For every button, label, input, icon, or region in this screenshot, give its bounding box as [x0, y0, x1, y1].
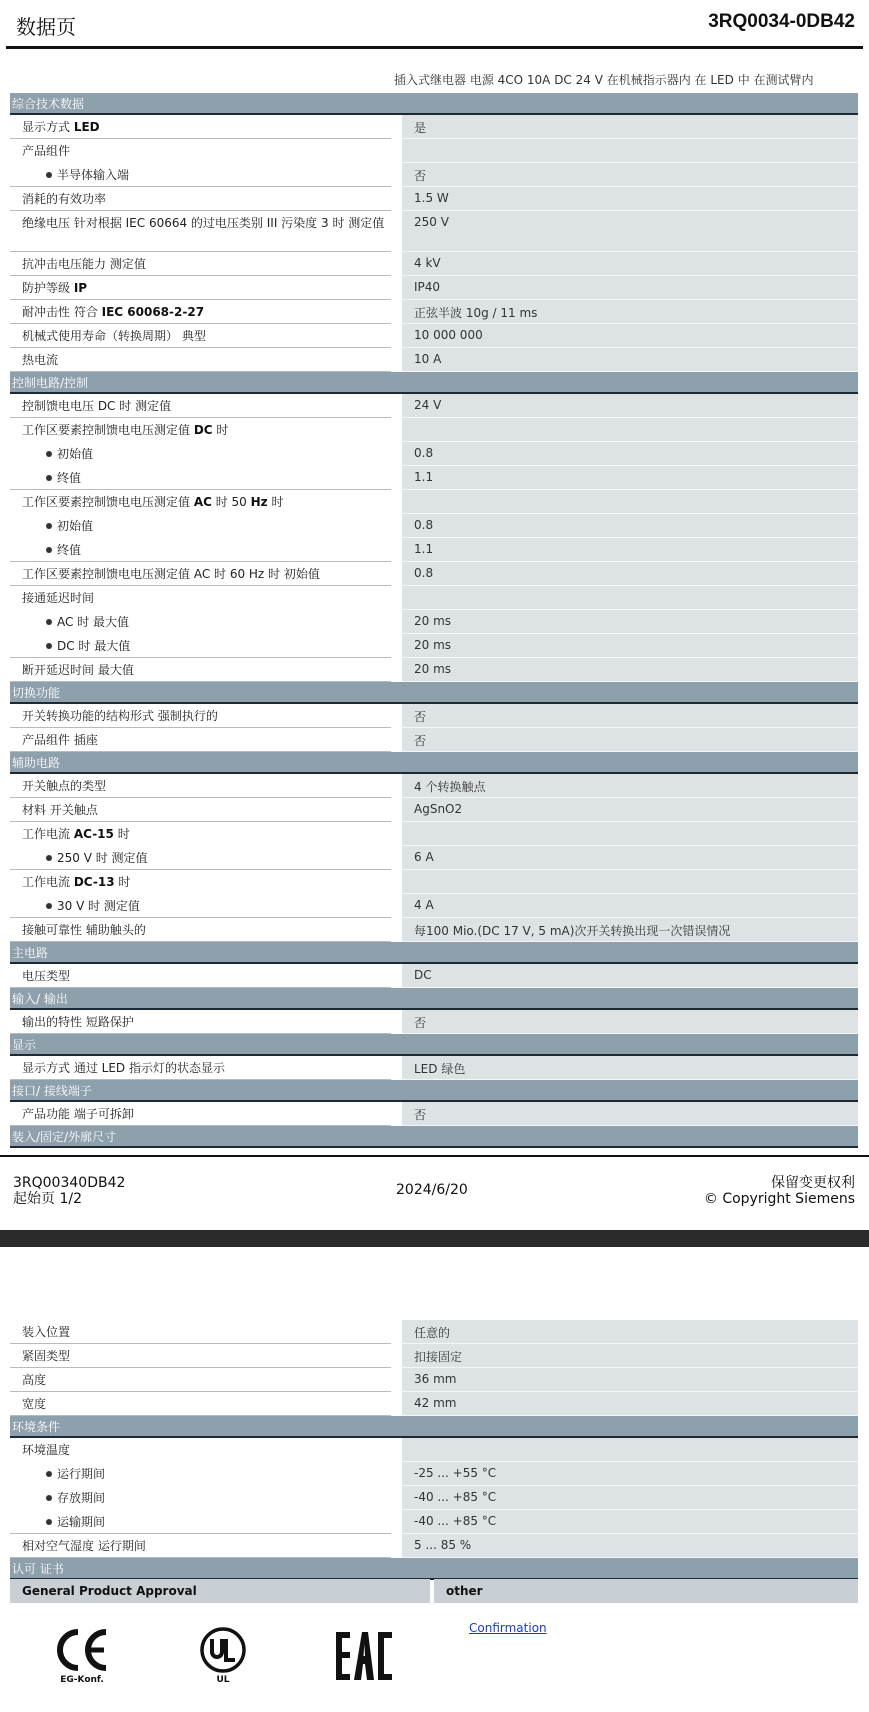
bullet-icon — [46, 1495, 52, 1501]
spec-label — [10, 115, 391, 139]
spec-label — [10, 490, 391, 514]
spec-label-text: 宽度 — [22, 1397, 47, 1411]
spec-row — [10, 1510, 858, 1534]
spec-row — [10, 115, 858, 139]
spec-label-text: 耐冲击性 符合 IEC 60068-2-27 — [22, 305, 205, 319]
spec-label — [10, 1510, 391, 1534]
spec-label — [10, 822, 391, 846]
spec-value: 否 — [402, 704, 858, 728]
spec-label — [10, 964, 391, 988]
spec-row — [10, 324, 858, 348]
spec-label-text: 工作区要素控制馈电电压测定值 AC 时 60 Hz 时 初始值 — [22, 567, 320, 581]
spec-label-text: 初始值 — [57, 519, 94, 533]
spec-value: 10 A — [402, 348, 858, 372]
approvals-header — [10, 1579, 858, 1603]
spec-row — [10, 394, 858, 418]
spec-label-text: 材料 开关触点 — [22, 803, 98, 817]
spec-label — [10, 187, 391, 211]
spec-label — [10, 610, 391, 634]
spec-value: 否 — [402, 163, 858, 187]
spec-row — [10, 634, 858, 658]
spec-label — [10, 300, 391, 324]
spec-value — [402, 1438, 858, 1462]
spec-row — [10, 187, 858, 211]
spec-value: IP40 — [402, 276, 858, 300]
spec-label-text: 初始值 — [57, 447, 94, 461]
spec-value — [402, 822, 858, 846]
spec-value: 0.8 — [402, 562, 858, 586]
spec-label-text: 绝缘电压 针对根据 IEC 60664 的过电压类别 III 污染度 3 时 测定值 — [22, 216, 385, 230]
spec-label — [10, 1102, 391, 1126]
spec-label-text: 接通延迟时间 — [22, 591, 95, 605]
spec-row — [10, 1392, 858, 1416]
spec-label — [10, 774, 391, 798]
spec-label-text: 30 V 时 测定值 — [57, 899, 140, 913]
section-header: 输入/ 输出 — [10, 988, 858, 1010]
spec-row — [10, 658, 858, 682]
spec-value: 4 A — [402, 894, 858, 918]
spec-value — [402, 139, 858, 163]
spec-label-text: 工作电流 DC-13 时 — [22, 875, 131, 889]
spec-label-text: 装入位置 — [22, 1325, 71, 1339]
footer-page-label: 起始页 1/2 — [13, 1191, 82, 1207]
bullet-icon — [46, 172, 52, 178]
bullet-icon — [46, 1471, 52, 1477]
spec-label-text: 运输期间 — [57, 1515, 106, 1529]
spec-row — [10, 300, 858, 324]
spec-row — [10, 870, 858, 894]
footer-date: 2024/6/20 — [396, 1182, 468, 1198]
spec-label-text: 工作电流 AC-15 时 — [22, 827, 130, 841]
bullet-icon — [46, 451, 52, 457]
spec-label — [10, 870, 391, 894]
spec-value: 4 kV — [402, 252, 858, 276]
spec-row — [10, 490, 858, 514]
confirmation-link[interactable]: Confirmation — [469, 1621, 547, 1635]
spec-value: -25 ... +55 °C — [402, 1462, 858, 1486]
spec-table-page-2 — [10, 1320, 858, 1580]
spec-label — [10, 1056, 391, 1080]
spec-label-text: 产品组件 — [22, 144, 71, 158]
spec-row — [10, 139, 858, 163]
spec-value: 10 000 000 — [402, 324, 858, 348]
footer-copyright: © Copyright Siemens — [703, 1191, 855, 1207]
spec-value: 正弦半波 10g / 11 ms — [402, 300, 858, 324]
bullet-icon — [46, 523, 52, 529]
spec-row — [10, 586, 858, 610]
spec-value: AgSnO2 — [402, 798, 858, 822]
spec-row — [10, 1010, 858, 1034]
section-header: 辅助电路 — [10, 752, 858, 774]
spec-value: 250 V — [402, 211, 858, 252]
spec-value: -40 ... +85 °C — [402, 1486, 858, 1510]
spec-value: 每100 Mio.(DC 17 V, 5 mA)次开关转换出现一次错误情况 — [402, 918, 858, 942]
footer-divider — [0, 1155, 869, 1157]
spec-value: 5 ... 85 % — [402, 1534, 858, 1558]
spec-row — [10, 728, 858, 752]
spec-label — [10, 918, 391, 942]
spec-label-text: 输出的特性 短路保护 — [22, 1015, 134, 1029]
spec-value: 否 — [402, 1102, 858, 1126]
spec-value: 扣接固定 — [402, 1344, 858, 1368]
spec-row — [10, 1344, 858, 1368]
spec-label — [10, 348, 391, 372]
ce-caption: EG-Konf. — [60, 1675, 104, 1685]
spec-row — [10, 1368, 858, 1392]
spec-label-text: 终值 — [57, 471, 82, 485]
spec-row — [10, 1438, 858, 1462]
spec-row — [10, 562, 858, 586]
spec-value — [402, 490, 858, 514]
spec-label — [10, 728, 391, 752]
spec-row — [10, 704, 858, 728]
spec-row — [10, 918, 858, 942]
spec-value: 1.1 — [402, 466, 858, 490]
spec-label-text: 环境温度 — [22, 1443, 71, 1457]
approval-col-other: other — [434, 1579, 858, 1603]
spec-value: 任意的 — [402, 1320, 858, 1344]
spec-label-text: 断开延迟时间 最大值 — [22, 663, 134, 677]
spec-row — [10, 466, 858, 490]
spec-label — [10, 1462, 391, 1486]
spec-row — [10, 538, 858, 562]
spec-label-text: 紧固类型 — [22, 1349, 71, 1363]
spec-label-text: 产品组件 插座 — [22, 733, 98, 747]
spec-value: 否 — [402, 1010, 858, 1034]
spec-label — [10, 418, 391, 442]
spec-label-text: 控制馈电电压 DC 时 测定值 — [22, 399, 172, 413]
spec-label-text: 运行期间 — [57, 1467, 106, 1481]
spec-label — [10, 252, 391, 276]
spec-row — [10, 418, 858, 442]
spec-value: 24 V — [402, 394, 858, 418]
spec-row — [10, 1102, 858, 1126]
spec-row — [10, 894, 858, 918]
section-header: 综合技术数据 — [10, 93, 858, 115]
spec-value: 1.1 — [402, 538, 858, 562]
spec-value: 6 A — [402, 846, 858, 870]
spec-label — [10, 139, 391, 163]
bullet-icon — [46, 855, 52, 861]
spec-label-text: 机械式使用寿命（转换周期） 典型 — [22, 329, 206, 343]
spec-label — [10, 1438, 391, 1462]
spec-label-text: AC 时 最大值 — [57, 615, 130, 629]
spec-label-text: 抗冲击电压能力 测定值 — [22, 257, 146, 271]
ul-caption: UL — [216, 1675, 230, 1685]
spec-label-text: DC 时 最大值 — [57, 639, 131, 653]
spec-label — [10, 1368, 391, 1392]
bullet-icon — [46, 903, 52, 909]
spec-label-text: 显示方式 通过 LED 指示灯的状态显示 — [22, 1061, 225, 1075]
spec-label-text: 电压类型 — [22, 969, 71, 983]
spec-row — [10, 1320, 858, 1344]
section-header: 控制电路/控制 — [10, 372, 858, 394]
spec-row — [10, 774, 858, 798]
spec-row — [10, 1486, 858, 1510]
spec-label-text: 高度 — [22, 1373, 47, 1387]
spec-row — [10, 252, 858, 276]
spec-row — [10, 1462, 858, 1486]
footer-rights: 保留变更权利 — [771, 1175, 855, 1191]
spec-label-text: 半导体输入端 — [57, 168, 130, 182]
spec-label — [10, 324, 391, 348]
spec-value: -40 ... +85 °C — [402, 1510, 858, 1534]
spec-value: 0.8 — [402, 514, 858, 538]
spec-row — [10, 1534, 858, 1558]
spec-value: 20 ms — [402, 658, 858, 682]
spec-label-text: 工作区要素控制馈电电压测定值 DC 时 — [22, 423, 229, 437]
section-header: 装入/固定/外廓尺寸 — [10, 1126, 858, 1148]
spec-label — [10, 586, 391, 610]
spec-label-text: 产品功能 端子可拆卸 — [22, 1107, 134, 1121]
spec-label — [10, 1486, 391, 1510]
spec-row — [10, 514, 858, 538]
page-title: 数据页 — [16, 15, 76, 39]
spec-label — [10, 894, 391, 918]
footer-right — [704, 1175, 855, 1207]
spec-row — [10, 822, 858, 846]
spec-row — [10, 610, 858, 634]
spec-label — [10, 1344, 391, 1368]
spec-label-text: 防护等级 IP — [22, 281, 88, 295]
section-header: 接口/ 接线端子 — [10, 1080, 858, 1102]
product-description: 插入式继电器 电源 4CO 10A DC 24 V 在机械指示器内 在 LED 中 在测试臂内 — [394, 73, 814, 87]
bullet-icon — [46, 1519, 52, 1525]
spec-label-text: 开关触点的类型 — [22, 779, 107, 793]
spec-row — [10, 348, 858, 372]
spec-label-text: 接触可靠性 辅助触头的 — [22, 923, 146, 937]
bullet-icon — [46, 619, 52, 625]
spec-label — [10, 163, 391, 187]
spec-label-text: 存放期间 — [57, 1491, 106, 1505]
spec-label — [10, 442, 391, 466]
footer-left — [13, 1175, 125, 1207]
spec-table-page-1 — [10, 93, 858, 1148]
spec-label-text: 终值 — [57, 543, 82, 557]
eac-mark-icon — [334, 1630, 394, 1682]
spec-value: 20 ms — [402, 610, 858, 634]
spec-row — [10, 163, 858, 187]
spec-value: 是 — [402, 115, 858, 139]
bullet-icon — [46, 475, 52, 481]
spec-label — [10, 1534, 391, 1558]
section-header: 主电路 — [10, 942, 858, 964]
spec-value: 否 — [402, 728, 858, 752]
spec-label — [10, 1320, 391, 1344]
product-id: 3RQ0034-0DB42 — [708, 11, 855, 32]
spec-label — [10, 562, 391, 586]
ce-mark-icon — [52, 1626, 112, 1674]
spec-label-text: 热电流 — [22, 353, 59, 367]
spec-label — [10, 514, 391, 538]
spec-label — [10, 798, 391, 822]
spec-value: LED 绿色 — [402, 1056, 858, 1080]
spec-row — [10, 798, 858, 822]
spec-value: DC — [402, 964, 858, 988]
spec-label-text: 相对空气湿度 运行期间 — [22, 1539, 146, 1553]
spec-label — [10, 538, 391, 562]
page-header — [6, 0, 863, 49]
spec-row — [10, 964, 858, 988]
approval-col-general: General Product Approval — [10, 1579, 430, 1603]
spec-label-text: 工作区要素控制馈电电压测定值 AC 时 50 Hz 时 — [22, 495, 284, 509]
spec-label — [10, 1010, 391, 1034]
spec-value: 36 mm — [402, 1368, 858, 1392]
spec-label-text: 消耗的有效功率 — [22, 192, 107, 206]
bullet-icon — [46, 547, 52, 553]
spec-label — [10, 704, 391, 728]
spec-label — [10, 276, 391, 300]
page-break-bar — [0, 1230, 869, 1247]
spec-label — [10, 846, 391, 870]
spec-row — [10, 276, 858, 300]
spec-label — [10, 1392, 391, 1416]
spec-row — [10, 1056, 858, 1080]
spec-row — [10, 846, 858, 870]
spec-value — [402, 418, 858, 442]
spec-value: 20 ms — [402, 634, 858, 658]
spec-label-text: 250 V 时 测定值 — [57, 851, 148, 865]
spec-label — [10, 634, 391, 658]
spec-value — [402, 586, 858, 610]
section-header: 环境条件 — [10, 1416, 858, 1438]
bullet-icon — [46, 643, 52, 649]
spec-label-text: 显示方式 LED — [22, 120, 100, 134]
section-header: 认可 证书 — [10, 1558, 858, 1580]
spec-label — [10, 658, 391, 682]
section-header: 切换功能 — [10, 682, 858, 704]
section-header: 显示 — [10, 1034, 858, 1056]
spec-value: 0.8 — [402, 442, 858, 466]
footer-product-code: 3RQ00340DB42 — [13, 1175, 126, 1191]
spec-row — [10, 442, 858, 466]
ul-mark-icon — [199, 1626, 247, 1674]
spec-value: 1.5 W — [402, 187, 858, 211]
spec-label — [10, 211, 391, 252]
spec-value: 4 个转换触点 — [402, 774, 858, 798]
spec-value — [402, 870, 858, 894]
spec-label — [10, 466, 391, 490]
spec-label — [10, 394, 391, 418]
spec-label-text: 开关转换功能的结构形式 强制执行的 — [22, 709, 218, 723]
spec-row — [10, 211, 858, 252]
spec-value: 42 mm — [402, 1392, 858, 1416]
